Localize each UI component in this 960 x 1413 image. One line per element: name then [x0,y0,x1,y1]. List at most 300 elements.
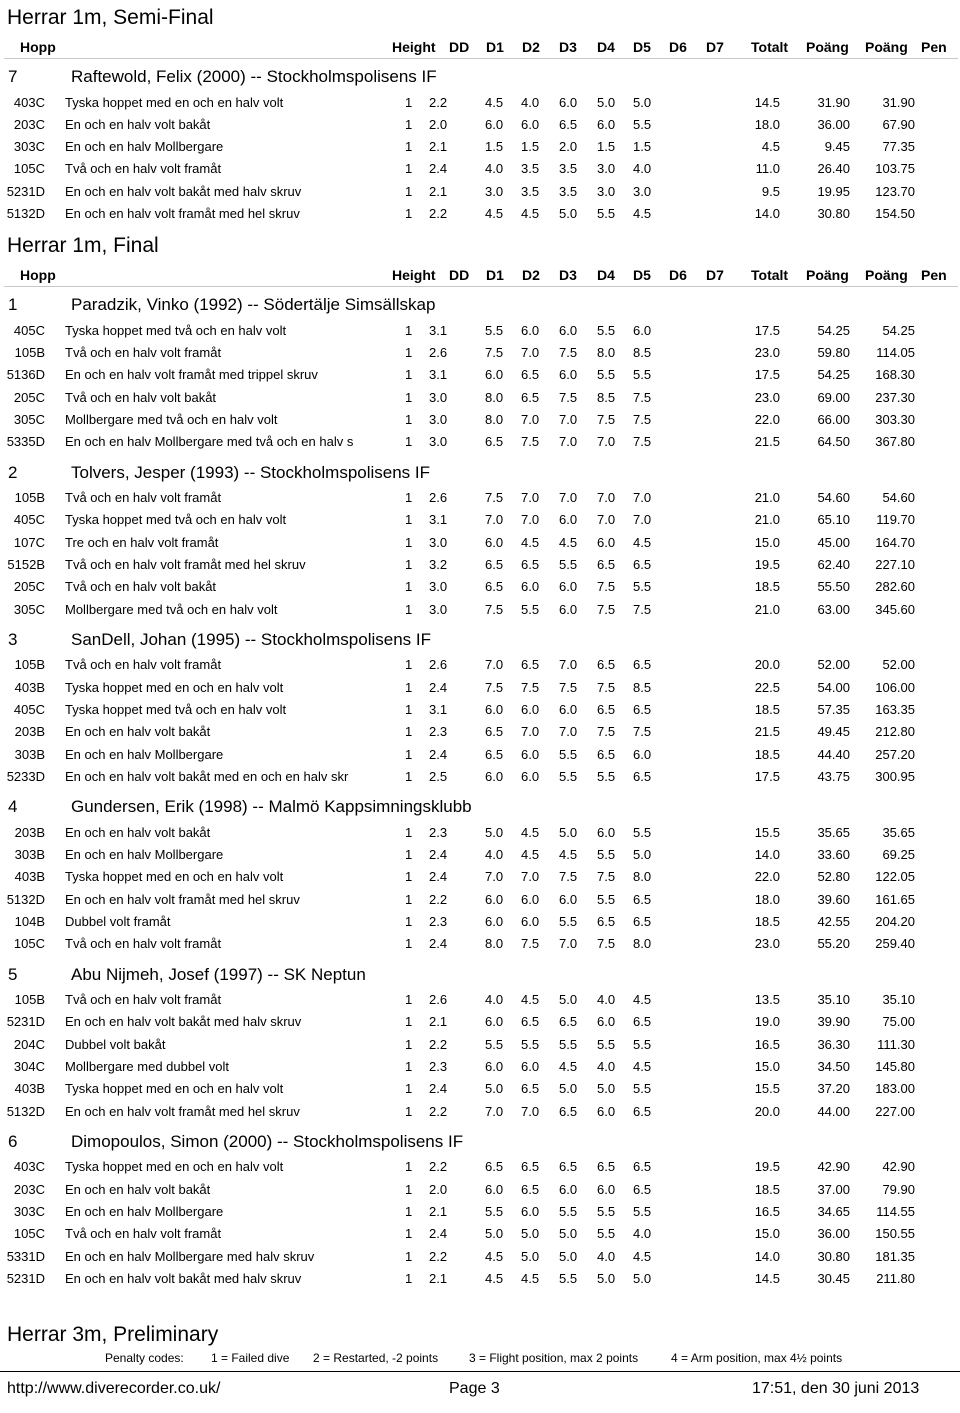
header-divider [4,58,958,59]
judge-score-3: 4.5 [559,534,578,550]
judge-score-1: 5.0 [485,1081,504,1097]
dive-difficulty: 2.4 [429,1081,448,1097]
dive-total: 16.5 [754,1036,780,1052]
judge-score-3: 7.0 [559,724,578,740]
cumulative-points: 282.60 [875,579,915,595]
judge-score-5: 8.0 [633,869,652,885]
judge-score-3: 5.5 [559,913,578,929]
judge-score-1: 5.0 [485,824,504,840]
judge-score-3: 6.0 [559,702,578,717]
dive-description: Tyska hoppet med en och en halv volt [65,94,284,110]
judge-score-1: 4.5 [485,206,504,221]
cumulative-points: 42.90 [882,1159,915,1175]
dive-code: 105C [13,1226,45,1242]
dive-total: 17.5 [754,367,780,383]
judge-score-3: 7.0 [559,412,578,427]
diver-name: Abu Nijmeh, Josef (1997) -- SK Neptun [71,964,366,984]
dive-row [0,701,960,721]
judge-score-1: 5.5 [485,1203,504,1219]
dive-total: 14.5 [754,1270,780,1286]
diver-name: Raftewold, Felix (2000) -- Stockholmspolisens IF [71,67,437,86]
dive-difficulty: 2.3 [429,724,448,740]
judge-score-4: 5.5 [597,206,616,221]
dive-total: 17.5 [754,768,780,784]
judge-score-2: 7.0 [521,345,540,361]
penalty-code-2: 2 = Restarted, -2 points [313,1351,439,1365]
dive-difficulty: 3.0 [429,434,448,450]
dive-height: 1 [405,1181,413,1197]
diver-place: 4 [8,797,18,817]
judge-score-3: 7.5 [559,389,578,405]
dive-points: 54.25 [817,367,850,383]
dive-code: 203B [14,824,45,840]
column-header-d4: D4 [597,267,615,284]
dive-difficulty: 2.1 [429,1203,448,1219]
dive-code: 5231D [6,1014,45,1030]
dive-row [0,723,960,743]
dive-description: Tre och en halv volt framåt [65,534,219,550]
dive-row [0,1203,960,1223]
judge-score-4: 7.5 [597,869,616,885]
dive-points: 54.60 [817,490,850,506]
dive-height: 1 [405,94,413,110]
dive-difficulty: 2.3 [429,824,448,840]
dive-row [0,366,960,386]
cumulative-points: 161.65 [875,891,915,907]
dive-height: 1 [405,345,413,361]
judge-score-4: 5.5 [597,847,616,862]
dive-total: 23.0 [754,936,780,952]
cumulative-points: 227.10 [875,557,915,572]
judge-score-2: 6.5 [521,657,540,673]
cumulative-points: 303.30 [875,412,915,427]
judge-score-3: 6.0 [559,512,578,528]
dive-description: Mollbergare med två och en halv volt [65,601,278,617]
dive-row [0,578,960,598]
judge-score-4: 6.0 [597,1103,616,1119]
dive-description: Två och en halv volt framåt [65,657,222,673]
dive-description: En och en halv Mollbergare med två och en halv s [65,434,354,450]
dive-height: 1 [405,1058,413,1074]
judge-score-5: 7.5 [633,389,652,405]
dive-height: 1 [405,322,413,338]
judge-score-2: 6.0 [521,579,540,595]
judge-score-5: 6.5 [633,913,652,929]
dive-points: 35.65 [817,824,850,840]
judge-score-4: 5.5 [597,1226,616,1242]
cumulative-points: 114.55 [876,1203,915,1219]
judge-score-3: 3.5 [559,183,578,199]
column-header-d2: D2 [522,39,540,55]
dive-total: 18.0 [754,891,780,907]
header-divider [4,286,958,287]
dive-description: En och en halv volt bakåt med halv skruv [65,1270,302,1286]
dive-difficulty: 3.1 [429,322,448,338]
judge-score-3: 6.0 [559,367,578,383]
dive-points: 55.20 [817,936,850,952]
diver-row [0,1131,960,1155]
dive-height: 1 [405,512,413,528]
judge-score-2: 5.5 [521,601,540,617]
judge-score-2: 4.0 [521,94,540,110]
judge-score-3: 7.0 [559,490,578,506]
cumulative-points: 77.35 [882,139,915,155]
cumulative-points: 123.70 [875,183,915,199]
column-header-dd: DD [449,267,470,284]
judge-score-3: 5.5 [559,1270,578,1286]
dive-code: 405C [13,512,45,528]
dive-difficulty: 2.1 [429,1014,448,1030]
judge-score-5: 6.5 [633,891,652,907]
judge-score-1: 6.0 [485,702,504,717]
dive-total: 21.5 [754,724,780,740]
judge-score-4: 5.5 [597,1036,616,1052]
dive-code: 203C [13,1181,45,1197]
judge-score-5: 4.5 [633,1248,652,1264]
dive-height: 1 [405,1036,413,1052]
judge-score-2: 6.5 [521,1014,540,1030]
dive-total: 14.0 [754,206,780,221]
dive-points: 59.80 [817,345,850,361]
dive-points: 26.40 [817,161,850,177]
judge-score-2: 4.5 [521,206,540,221]
judge-score-1: 4.5 [485,1248,504,1264]
diver-place: 2 [8,462,18,482]
judge-score-1: 6.0 [485,1181,504,1197]
diver-row [0,629,960,653]
column-header-points: Poäng [806,39,849,55]
column-header-d1: D1 [486,267,504,284]
diver-place: 1 [8,295,18,315]
judge-score-2: 7.0 [521,412,540,427]
judge-score-2: 3.5 [521,183,540,199]
dive-row [0,1248,960,1268]
judge-score-2: 4.5 [521,1270,540,1286]
judge-score-1: 7.0 [485,1103,504,1119]
dive-difficulty: 2.6 [429,657,448,673]
judge-score-2: 7.0 [521,1103,540,1119]
cumulative-points: 54.60 [882,490,915,506]
dive-description: En och en halv volt framåt med hel skruv [65,206,300,221]
judge-score-2: 7.5 [521,936,540,952]
dive-height: 1 [405,534,413,550]
judge-score-4: 5.0 [597,1081,616,1097]
dive-description: Tyska hoppet med en och en halv volt [65,869,284,885]
judge-score-2: 5.0 [521,1248,540,1264]
cumulative-points: 259.40 [875,936,915,952]
judge-score-4: 4.0 [597,992,616,1007]
dive-points: 44.00 [817,1103,850,1119]
dive-points: 35.10 [817,992,850,1007]
judge-score-5: 5.0 [633,847,652,862]
dive-description: Två och en halv volt bakåt [65,389,217,405]
footer-url-link[interactable]: http://www.diverecorder.co.uk/ [7,1380,221,1397]
next-section-title: Herrar 3m, Preliminary [7,1323,219,1346]
dive-points: 52.00 [817,657,850,673]
dive-height: 1 [405,847,413,862]
judge-score-5: 6.5 [633,702,652,717]
dive-height: 1 [405,412,413,427]
diver-place: 5 [8,964,18,984]
dive-points: 34.50 [817,1058,850,1074]
dive-height: 1 [405,992,413,1007]
dive-points: 30.45 [817,1270,850,1286]
judge-score-2: 7.0 [521,724,540,740]
judge-score-1: 7.5 [485,601,504,617]
judge-score-1: 6.5 [485,434,504,450]
judge-score-5: 6.5 [633,1181,652,1197]
dive-height: 1 [405,183,413,199]
dive-difficulty: 2.4 [429,161,448,177]
dive-description: Dubbel volt bakåt [65,1036,166,1052]
dive-total: 21.0 [754,601,780,617]
column-header-event: Hopp [20,267,56,284]
dive-row [0,1181,960,1201]
dive-points: 39.60 [817,891,850,907]
dive-height: 1 [405,913,413,929]
judge-score-4: 7.5 [597,579,616,595]
dive-points: 54.25 [817,322,850,338]
dive-height: 1 [405,1248,413,1264]
dive-difficulty: 2.3 [429,1058,448,1074]
dive-height: 1 [405,936,413,952]
dive-points: 31.90 [817,94,850,110]
dive-row [0,1058,960,1078]
diver-name: Paradzik, Vinko (1992) -- Södertälje Simsällskap [71,295,436,315]
judge-score-1: 7.5 [485,679,504,695]
dive-code: 305C [13,412,45,427]
cumulative-points: 300.95 [875,768,915,784]
dive-total: 20.0 [754,657,780,673]
section-title: Herrar 1m, Final [7,234,159,258]
column-header-height: Height [392,267,436,284]
judge-score-1: 8.0 [485,936,504,952]
judge-score-5: 7.5 [633,412,652,427]
cumulative-points: 114.05 [876,345,915,361]
dive-difficulty: 2.2 [429,206,448,221]
judge-score-2: 6.0 [521,1203,540,1219]
dive-description: Dubbel volt framåt [65,913,171,929]
judge-score-5: 7.0 [633,490,652,506]
dive-row [0,344,960,364]
judge-score-4: 6.0 [597,1181,616,1197]
judge-score-5: 5.0 [633,1270,652,1286]
dive-description: Två och en halv volt framåt [65,936,222,952]
dive-code: 403B [14,679,45,695]
cumulative-points: 119.70 [876,512,915,528]
dive-description: En och en halv Mollbergare [65,746,224,762]
diver-name: Gundersen, Erik (1998) -- Malmö Kappsimningsklubb [71,797,472,817]
footer-divider [0,1371,960,1372]
judge-score-3: 4.5 [559,1058,578,1074]
cumulative-points: 257.20 [875,746,915,762]
judge-score-1: 5.5 [485,322,504,338]
column-header-d2: D2 [522,267,540,284]
dive-height: 1 [405,1014,413,1030]
judge-score-2: 6.0 [521,891,540,907]
cumulative-points: 168.30 [875,367,915,383]
judge-score-4: 3.0 [597,183,616,199]
column-header-points: Poäng [806,267,849,284]
dive-points: 9.45 [824,139,850,155]
dive-code: 107C [13,534,45,550]
dive-description: En och en halv volt bakåt [65,824,211,840]
dive-points: 19.95 [817,183,850,199]
dive-row [0,411,960,431]
column-header-total: Totalt [751,267,789,284]
dive-total: 18.5 [754,913,780,929]
dive-height: 1 [405,557,413,572]
dive-code: 105B [14,657,45,673]
dive-difficulty: 3.0 [429,601,448,617]
judge-score-3: 5.5 [559,768,578,784]
judge-score-4: 5.5 [597,891,616,907]
dive-points: 57.35 [817,702,850,717]
cumulative-points: 111.30 [877,1036,915,1052]
judge-score-1: 4.5 [485,1270,504,1286]
dive-points: 36.00 [817,116,850,132]
dive-points: 39.90 [817,1014,850,1030]
judge-score-2: 6.0 [521,746,540,762]
dive-code: 5231D [6,1270,45,1286]
judge-score-4: 6.0 [597,116,616,132]
cumulative-points: 75.00 [882,1014,915,1030]
judge-score-3: 5.5 [559,1036,578,1052]
judge-score-4: 8.5 [597,389,616,405]
diver-name: SanDell, Johan (1995) -- Stockholmspolisens IF [71,629,431,649]
judge-score-2: 5.0 [521,1226,540,1242]
judge-score-1: 6.5 [485,579,504,595]
judge-score-4: 5.5 [597,367,616,383]
dive-description: Två och en halv volt framåt [65,992,222,1007]
column-header-total: Totalt [751,39,789,55]
judge-score-4: 5.0 [597,1270,616,1286]
judge-score-5: 7.5 [633,601,652,617]
diver-row [0,294,960,318]
judge-score-2: 6.0 [521,116,540,132]
dive-row [0,322,960,342]
dive-height: 1 [405,139,413,155]
dive-points: 34.65 [817,1203,850,1219]
judge-score-4: 7.0 [597,512,616,528]
dive-row [0,746,960,766]
column-header-penalty: Pen [921,267,947,284]
dive-code: 5136D [6,367,45,383]
judge-score-3: 5.5 [559,1203,578,1219]
dive-difficulty: 3.0 [429,389,448,405]
dive-code: 403C [13,94,45,110]
column-header-d6: D6 [669,39,687,55]
cumulative-points: 204.20 [875,913,915,929]
judge-score-5: 6.5 [633,768,652,784]
penalty-code-4: 4 = Arm position, max 4½ points [671,1351,843,1365]
dive-difficulty: 2.4 [429,936,448,952]
judge-score-2: 6.0 [521,702,540,717]
judge-score-5: 8.5 [633,679,652,695]
dive-difficulty: 3.1 [429,702,448,717]
dive-description: Mollbergare med dubbel volt [65,1058,230,1074]
dive-height: 1 [405,579,413,595]
judge-score-4: 3.0 [597,161,616,177]
dive-height: 1 [405,1226,413,1242]
dive-description: Tyska hoppet med två och en halv volt [65,322,287,338]
column-header-height: Height [392,39,436,55]
dive-description: En och en halv volt bakåt med halv skruv [65,183,302,199]
cumulative-points: 79.90 [882,1181,915,1197]
judge-score-3: 2.0 [559,139,578,155]
dive-total: 18.5 [754,746,780,762]
cumulative-points: 31.90 [882,94,915,110]
cumulative-points: 122.05 [875,869,915,885]
dive-description: En och en halv volt bakåt [65,116,211,132]
dive-code: 105B [14,490,45,506]
judge-score-3: 6.0 [559,94,578,110]
judge-score-1: 5.5 [485,1036,504,1052]
dive-row [0,656,960,676]
cumulative-points: 67.90 [882,116,915,132]
dive-code: 5132D [6,206,45,221]
dive-difficulty: 2.6 [429,490,448,506]
judge-score-4: 6.5 [597,913,616,929]
dive-difficulty: 3.1 [429,367,448,383]
column-header-d6: D6 [669,267,687,284]
judge-score-4: 6.5 [597,746,616,762]
dive-difficulty: 3.0 [429,579,448,595]
judge-score-3: 5.0 [559,992,578,1007]
dive-description: En och en halv volt bakåt med halv skruv [65,1014,302,1030]
judge-score-4: 7.5 [597,601,616,617]
judge-score-5: 5.0 [633,94,652,110]
dive-row [0,94,960,114]
dive-row [0,1080,960,1100]
dive-total: 21.0 [754,490,780,506]
judge-score-2: 4.5 [521,824,540,840]
judge-score-5: 6.5 [633,1159,652,1175]
dive-description: Två och en halv volt framåt med hel skruv [65,557,306,572]
dive-description: Tyska hoppet med en och en halv volt [65,1081,284,1097]
dive-row [0,1270,960,1290]
dive-height: 1 [405,206,413,221]
dive-code: 105B [14,345,45,361]
judge-score-5: 4.5 [633,206,652,221]
diver-row [0,964,960,988]
judge-score-3: 6.5 [559,1103,578,1119]
cumulative-points: 212.80 [875,724,915,740]
judge-score-5: 7.0 [633,512,652,528]
dive-row [0,768,960,788]
dive-difficulty: 2.6 [429,992,448,1007]
dive-description: En och en halv Mollbergare med halv skruv [65,1248,315,1264]
dive-total: 16.5 [754,1203,780,1219]
dive-code: 5152B [7,557,45,572]
judge-score-1: 4.0 [485,847,504,862]
dive-total: 17.5 [754,322,780,338]
judge-score-3: 7.5 [559,679,578,695]
dive-description: En och en halv volt framåt med hel skruv [65,891,300,907]
dive-difficulty: 3.0 [429,534,448,550]
diver-name: Tolvers, Jesper (1993) -- Stockholmspolisens IF [71,462,431,482]
column-header-penalty: Pen [921,39,947,55]
footer-page-number: Page 3 [449,1380,500,1397]
judge-score-2: 7.0 [521,490,540,506]
dive-code: 105C [13,161,45,177]
column-header-d1: D1 [486,39,504,55]
column-header-d7: D7 [706,39,724,55]
dive-points: 52.80 [817,869,850,885]
judge-score-5: 5.5 [633,367,652,383]
dive-code: 5331D [6,1248,45,1264]
dive-row [0,160,960,180]
